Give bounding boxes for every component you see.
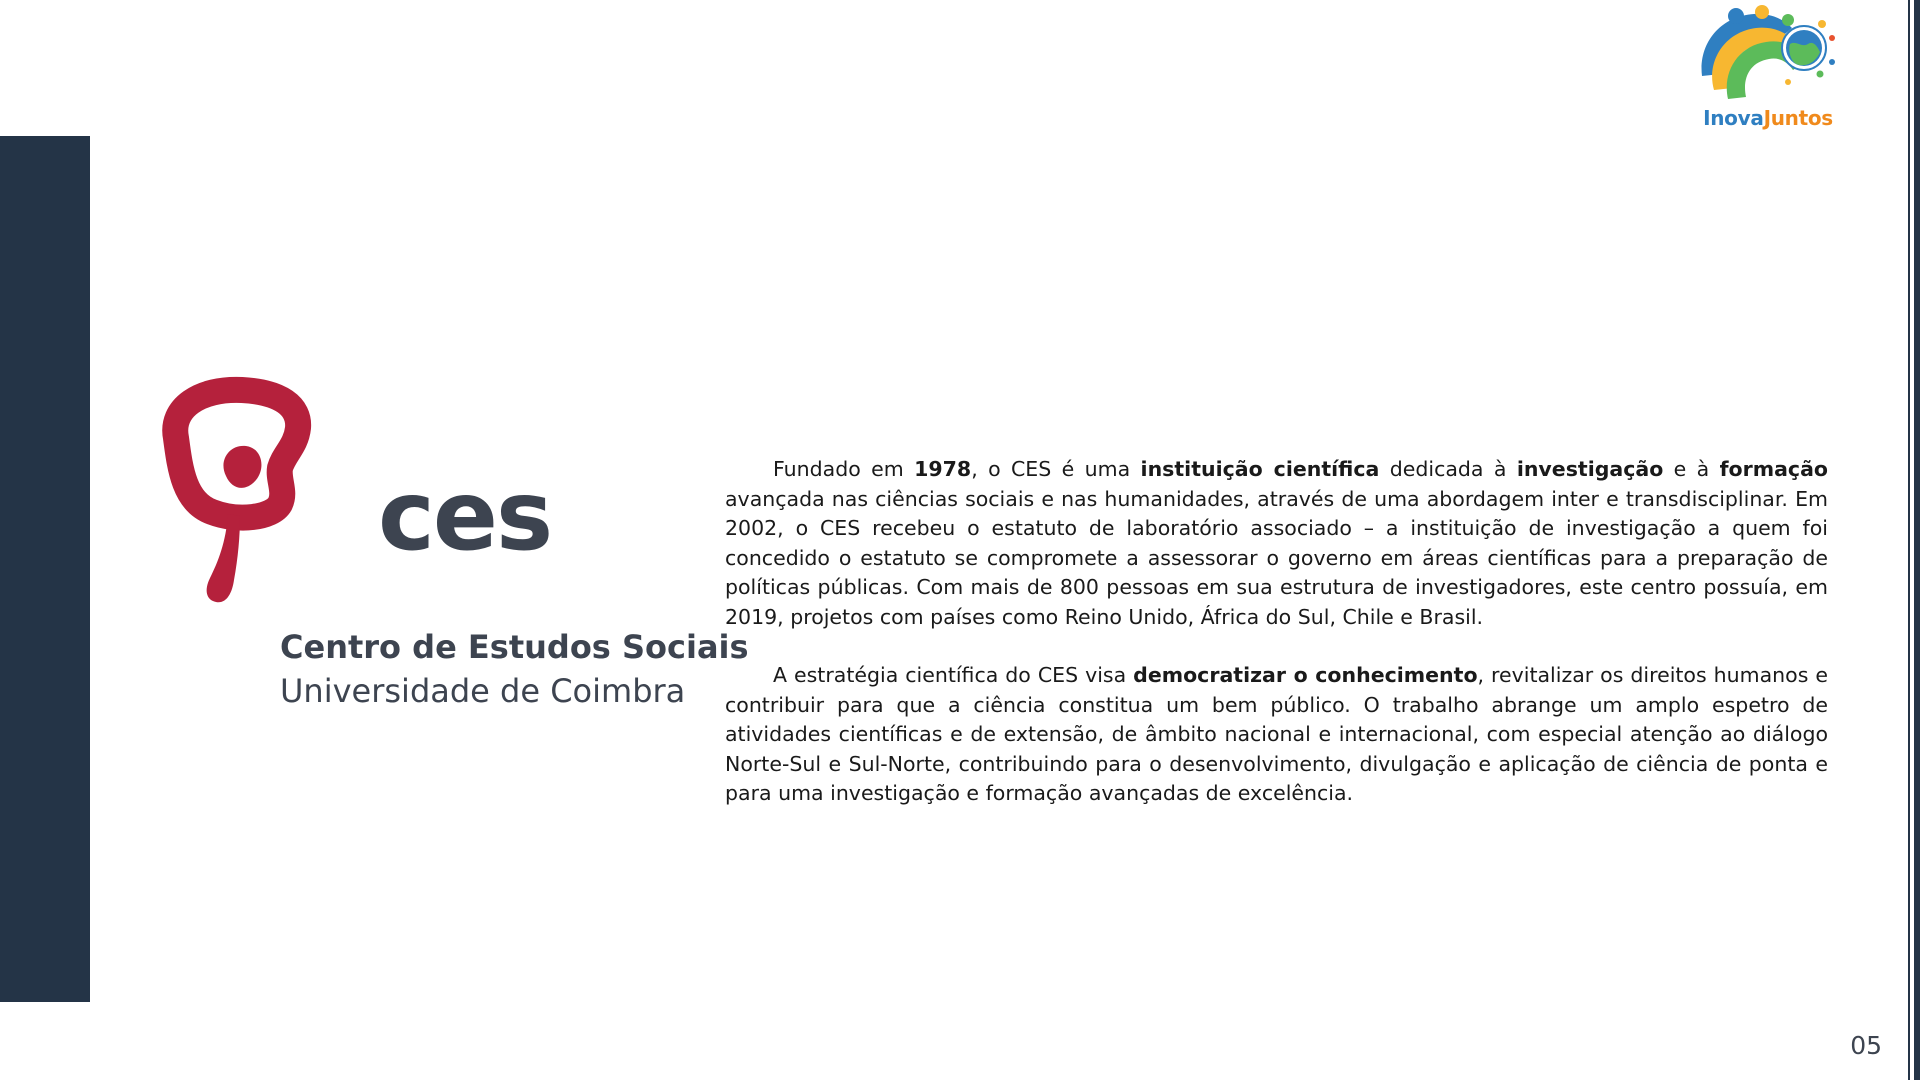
emphasis-text: democratizar o conhecimento	[1133, 663, 1478, 687]
emphasis-text: instituição científica	[1140, 457, 1380, 481]
right-edge-rule	[1914, 0, 1920, 1080]
emphasis-text: formação	[1719, 457, 1829, 481]
emphasis-text: 1978	[914, 457, 972, 481]
page-number: 05	[1850, 1031, 1882, 1060]
left-accent-band	[0, 136, 90, 1002]
inovajuntos-word-part1: Inova	[1703, 106, 1764, 130]
body-text: avançada nas ciências sociais e nas humanidades, através de uma abordagem inter e transdisciplinar. Em 2002, o CES recebeu o estatuto de laboratório associado – a instituição de investigação a quem foi concedido o estatuto se compromete a assessorar o governo em áreas científicas para a preparação de políticas públicas. Com mais de 800 pessoas em sua estrutura de investigadores, este centro possuía, em 2019, projetos com países como Reino Unido, África do Sul, Chile e Brasil.	[725, 486, 1828, 629]
body-text-column	[725, 455, 1828, 838]
body-text: dedicada à	[1379, 457, 1517, 481]
body-text: A estratégia científica do CES visa	[773, 663, 1134, 687]
paragraph-1	[725, 455, 1828, 632]
ces-name-line-2: Universidade de Coimbra	[280, 672, 686, 710]
body-text: e à	[1663, 457, 1720, 481]
inovajuntos-mark-icon	[1692, 4, 1842, 102]
inovajuntos-logo	[1684, 4, 1852, 134]
inovajuntos-word-part2: Juntos	[1763, 106, 1833, 130]
paragraph-2	[725, 661, 1828, 809]
body-text: , o CES é uma	[971, 457, 1141, 481]
ces-name-line-1: Centro de Estudos Sociais	[280, 628, 749, 666]
ces-acronym: ces	[378, 460, 552, 572]
body-text: Fundado em	[773, 457, 915, 481]
ces-logo	[110, 372, 749, 710]
inovajuntos-wordmark	[1684, 106, 1852, 130]
emphasis-text: investigação	[1516, 457, 1664, 481]
right-inner-rule	[1908, 0, 1910, 1080]
body-text: , revitalizar os direitos humanos e contribuir para que a ciência constitua um bem público. O trabalho abrange um amplo espetro de atividades científicas e de extensão, de âmbito nacional e internacional, com especial atenção ao diálogo Norte-Sul e Sul-Norte, contribuindo para o desenvolvimento, divulgação e aplicação de ciência de ponta e para uma investigação e formação avançadas de excelência.	[725, 663, 1828, 805]
